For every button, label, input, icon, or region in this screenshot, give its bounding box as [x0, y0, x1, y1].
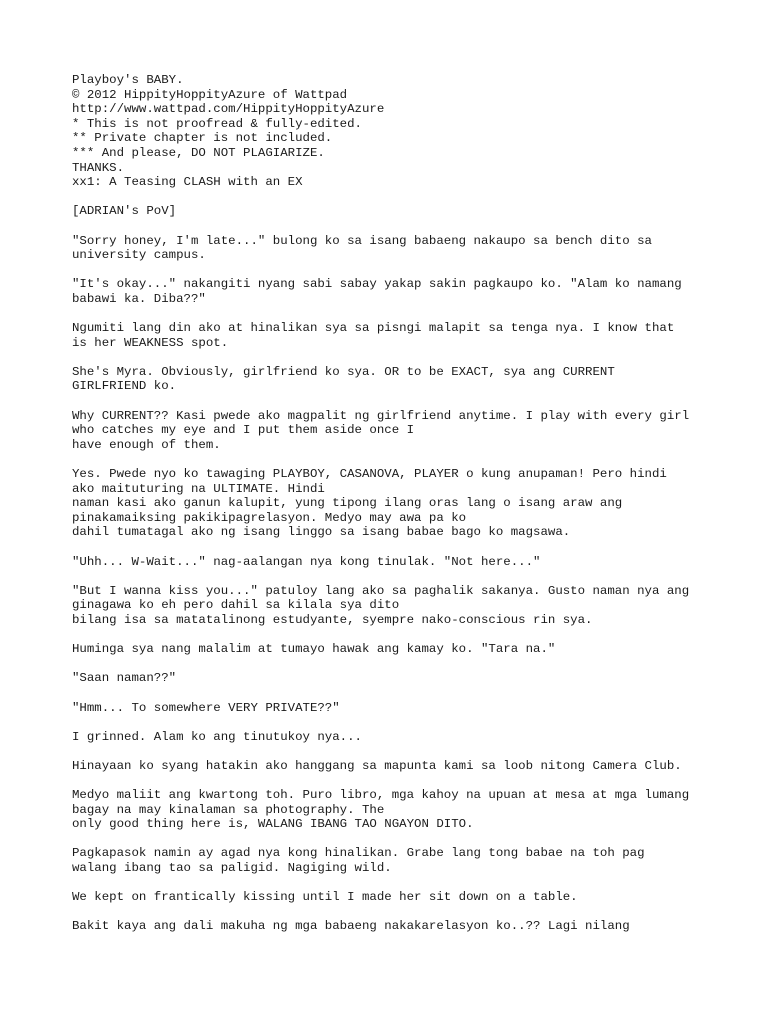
paragraph-gap: [72, 876, 722, 891]
note-private-chapter: ** Private chapter is not included.: [72, 131, 333, 146]
paragraph-gap: [72, 628, 722, 643]
paragraph: [72, 759, 722, 774]
paragraph-gap: [72, 307, 722, 322]
paragraph-line: "Saan naman??": [72, 671, 177, 686]
copyright-line: © 2012 HippityHoppityAzure of Wattpad: [72, 87, 348, 102]
paragraph: [72, 671, 722, 686]
story-body: [72, 190, 722, 934]
paragraph-gap: [72, 350, 722, 365]
paragraph-line: Bakit kaya ang dali makuha ng mga babaeng nakakarelasyon ko..?? Lagi nilang: [72, 919, 630, 934]
paragraph-line: Why CURRENT?? Kasi pwede ako magpalit ng girlfriend anytime. I play with every girl: [72, 408, 690, 423]
paragraph-line: naman kasi ako ganun kalupit, yung tipong ilang oras lang o isang araw ang: [72, 496, 623, 511]
paragraph: [72, 788, 722, 832]
paragraph: [72, 365, 722, 394]
story-title: Playboy's BABY.: [72, 73, 184, 87]
paragraph-line: Medyo maliit ang kwartong toh. Puro libro, mga kahoy na upuan at mesa at mga lumang: [72, 788, 690, 803]
paragraph-gap: [72, 686, 722, 701]
paragraph-gap: [72, 394, 722, 409]
paragraph-gap: [72, 190, 722, 205]
paragraph-gap: [72, 905, 722, 920]
paragraph-gap: [72, 744, 722, 759]
paragraph-line: babawi ka. Diba??": [72, 291, 206, 306]
paragraph-gap: [72, 452, 722, 467]
paragraph-gap: [72, 657, 722, 672]
paragraph-line: I grinned. Alam ko ang tinutukoy nya...: [72, 729, 362, 744]
paragraph-line: is her WEAKNESS spot.: [72, 335, 229, 350]
document-header: [72, 73, 722, 190]
paragraph-line: Huminga sya nang malalim at tumayo hawak ang kamay ko. "Tara na.": [72, 642, 556, 657]
paragraph-line: Hinayaan ko syang hatakin ako hanggang sa mapunta kami sa loob nitong Camera Club.: [72, 758, 682, 773]
paragraph: [72, 642, 722, 657]
paragraph-line: [ADRIAN's PoV]: [72, 204, 177, 219]
paragraph: [72, 730, 722, 745]
paragraph-line: ginagawa ko eh pero dahil sa kilala sya dito: [72, 598, 400, 613]
paragraph: [72, 846, 722, 875]
paragraph: [72, 555, 722, 570]
paragraph-gap: [72, 715, 722, 730]
paragraph-line: only good thing here is, WALANG IBANG TAO NGAYON DITO.: [72, 817, 474, 832]
paragraph: [72, 234, 722, 263]
paragraph-line: "But I wanna kiss you..." patuloy lang ako sa paghalik sakanya. Gusto naman nya ang: [72, 583, 690, 598]
paragraph-line: Pagkapasok namin ay agad nya kong hinalikan. Grabe lang tong babae na toh pag: [72, 846, 645, 861]
note-proofread: * This is not proofread & fully-edited.: [72, 116, 362, 131]
paragraph-line: bagay na may kinalaman sa photography. The: [72, 802, 385, 817]
paragraph: [72, 321, 722, 350]
author-url: http://www.wattpad.com/HippityHoppityAzure: [72, 102, 385, 117]
paragraph: [72, 919, 722, 934]
paragraph-line: who catches my eye and I put them aside once I: [72, 423, 415, 438]
paragraph-gap: [72, 569, 722, 584]
paragraph-line: pinakamaiksing pakikipagrelasyon. Medyo may awa pa ko: [72, 510, 467, 525]
paragraph-line: "Sorry honey, I'm late..." bulong ko sa isang babaeng nakaupo sa bench dito sa: [72, 233, 652, 248]
paragraph: [72, 204, 722, 219]
paragraph-line: Yes. Pwede nyo ko tawaging PLAYBOY, CASANOVA, PLAYER o kung anupaman! Pero hindi: [72, 467, 667, 482]
paragraph: [72, 467, 722, 540]
paragraph: [72, 890, 722, 905]
paragraph-line: university campus.: [72, 248, 206, 263]
paragraph-gap: [72, 219, 722, 234]
paragraph-gap: [72, 263, 722, 278]
paragraph: [72, 277, 722, 306]
paragraph-line: "Uhh... W-Wait..." nag-aalangan nya kong tinulak. "Not here...": [72, 554, 541, 569]
paragraph-gap: [72, 774, 722, 789]
paragraph-line: We kept on frantically kissing until I made her sit down on a table.: [72, 890, 578, 905]
paragraph-gap: [72, 832, 722, 847]
document-page: [72, 73, 722, 934]
paragraph-line: dahil tumatagal ako ng isang linggo sa isang babae bago ko magsawa.: [72, 525, 571, 540]
paragraph-line: have enough of them.: [72, 437, 221, 452]
paragraph-line: "It's okay..." nakangiti nyang sabi sabay yakap sakin pagkaupo ko. "Alam ko namang: [72, 277, 682, 292]
note-plagiarize: *** And please, DO NOT PLAGIARIZE.: [72, 145, 325, 160]
paragraph-line: She's Myra. Obviously, girlfriend ko sya. OR to be EXACT, sya ang CURRENT: [72, 364, 615, 379]
thanks-line: THANKS.: [72, 160, 125, 175]
paragraph: [72, 584, 722, 628]
paragraph-line: "Hmm... To somewhere VERY PRIVATE??": [72, 700, 340, 715]
paragraph: [72, 409, 722, 453]
paragraph: [72, 701, 722, 716]
paragraph-line: walang ibang tao sa paligid. Nagiging wild.: [72, 861, 392, 876]
paragraph-line: GIRLFRIEND ko.: [72, 379, 177, 394]
paragraph-line: ako maituturing na ULTIMATE. Hindi: [72, 481, 325, 496]
paragraph-line: bilang isa sa matatalinong estudyante, syempre nako-conscious rin sya.: [72, 612, 593, 627]
paragraph-line: Ngumiti lang din ako at hinalikan sya sa pisngi malapit sa tenga nya. I know that: [72, 321, 675, 336]
chapter-title: xx1: A Teasing CLASH with an EX: [72, 175, 303, 190]
paragraph-gap: [72, 540, 722, 555]
